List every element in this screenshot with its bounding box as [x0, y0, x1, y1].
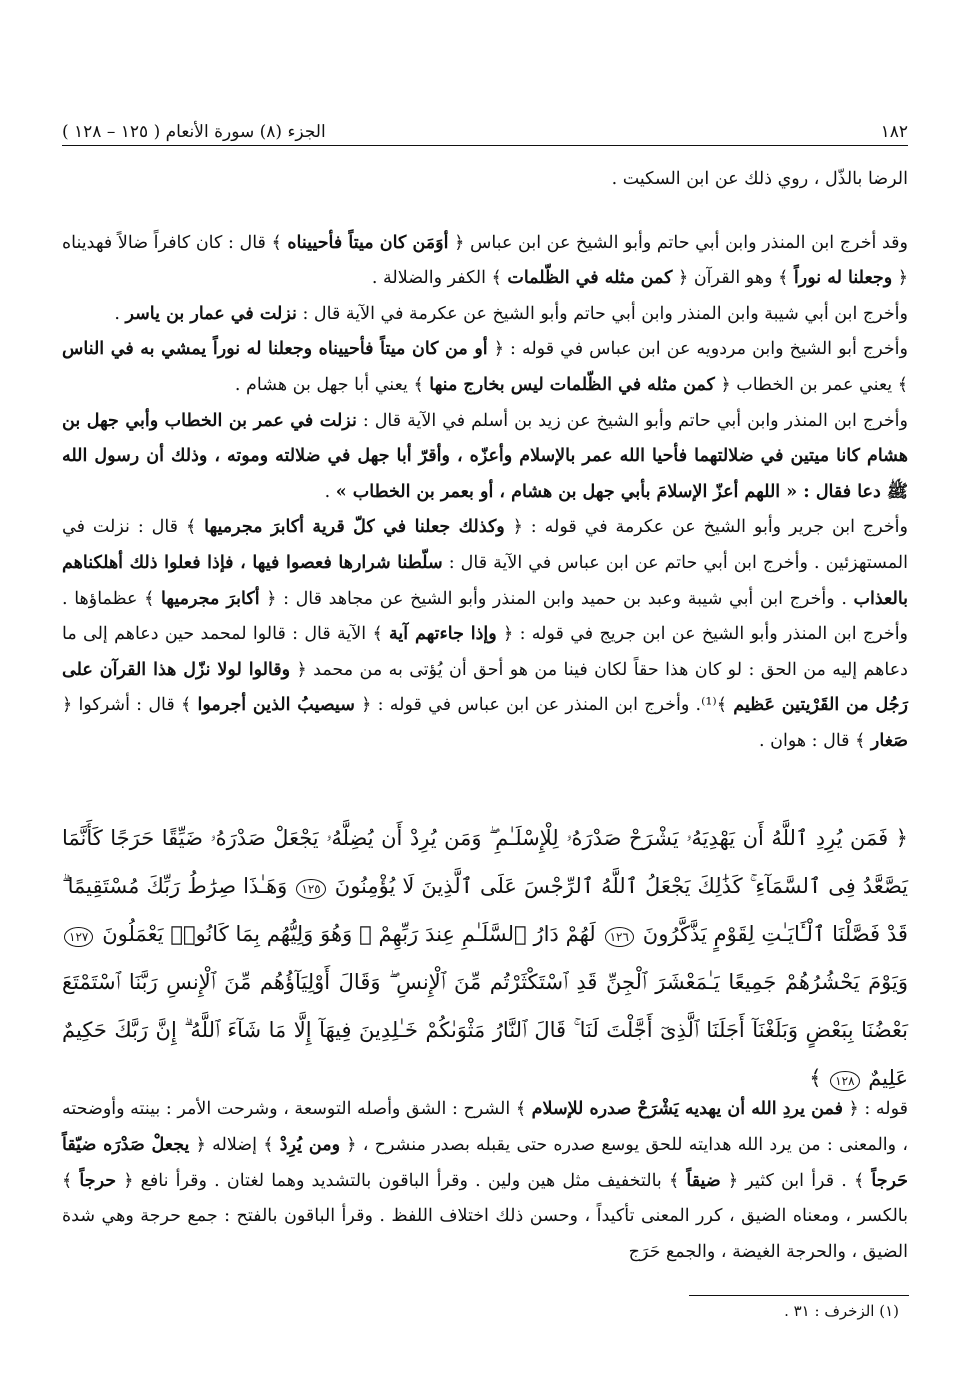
verse-125: فَمَن يُرِدِ ٱللَّهُ أَن يَهْدِيَهُۥ يَشْرَحْ صَدْرَهُۥ لِلْإِسْلَـٰمِ ۖ وَمَن يُرِدْ أَن يُضِلَّهُۥ يَجْعَلْ صَدْرَهُۥ ضَيِّقًا حَرَجًا كَأَنَّمَا يَصَّعَّدُ فِى ٱلسَّمَآءِ ۚ كَذَٰلِكَ يَجْعَلُ ٱللَّهُ ٱلرِّجْسَ عَلَى ٱلَّذِينَ لَا يُؤْمِنُونَ [62, 826, 908, 898]
text: ﴾ الكفر والضلالة . [371, 268, 508, 289]
text: ﴾ قال : أشركوا ﴿ [62, 695, 198, 716]
text: ﴾ بالتخفيف مثل هين ولين . وقرأ الباقون بالتشديد وهما لغتان . وقرأ نافع ﴿ [116, 1170, 687, 1191]
header-rule [62, 145, 908, 146]
quote: كمن مثله في الظّلمات ليس بخارج منها [429, 374, 715, 395]
footnote-rule [689, 1295, 909, 1296]
text: ﴾ بالكسر ، ومعناه الضيق ، كرر المعنى تأكيداً ، وحسن ذلك اختلاف اللفظ . وقرأ الباقون بالفتح : جمع حرجة وهي شدة الضيق ، والحرجة الغيضة ، والجمع حَرَج [62, 1170, 908, 1263]
running-head [62, 110, 908, 142]
paragraph-gap [62, 198, 908, 226]
ayah-number-128: ١٢٨ [830, 1071, 859, 1091]
quran-verses [62, 814, 908, 1102]
text: ﴾ عظماؤها . وأخرج ابن المنذر وأبو الشيخ عن ابن جريج في قوله : ﴿ [62, 588, 909, 645]
page-number: ١٨٢ [880, 122, 908, 142]
verse-block [62, 814, 908, 1102]
text: ﴾ الآية قال : قالوا لمحمد حين دعاهم إلى ما دعاهم إليه من الحق : لو كان هذا حقاً لكان فينا من هو أحق أن يُؤتى به من محمد ﴿ [62, 624, 908, 680]
bracket: ﴾ [809, 1066, 829, 1090]
quote: وإذا جاءتهم آية [389, 624, 497, 645]
quote: سلّطنا شرارها فعصوا فيها ، فإذا فعلوا ذلك أهلكناهم بالعذاب [62, 552, 909, 609]
text: . وأخرج ابن أبي شيبة وعبد بن حميد وابن المنذر وأبو الشيخ عن مجاهد قال : ﴿ [259, 588, 854, 609]
quote: وجعلنا له نوراً [793, 268, 893, 289]
verse-127: لَهُمْ دَارُ ٱلسَّلَـٰمِ عِندَ رَبِّهِمْ ۖ وَهُوَ وَلِيُّهُم بِمَا كَانُوا۟ يَعْمَلُونَ [102, 922, 596, 946]
quote: فمن يردِ الله أن يهديه يَشْرَحْ صدره للإسلام [531, 1099, 843, 1119]
paragraph [62, 404, 908, 511]
quote: كمن مثله في الظّلمات [507, 268, 673, 289]
quote: حرجاً [79, 1170, 117, 1191]
text: ﴾ إضلاله ﴿ [189, 1134, 280, 1155]
quote: وقالوا لولا نزّل هذا القرآن على رَجُل من القَرْيتين عَظيم [62, 659, 908, 716]
text: ﴾ يعني أبا جهل بن هشام . [234, 374, 430, 395]
quote: صَغار [870, 730, 908, 751]
quote: وكذلك جعلنا في كلّ قرية أكابرَ مجرميها [204, 517, 505, 538]
text: ﴾ قال : هوان . [758, 730, 871, 751]
footnote: (١) الزخرف : ٣١ . [784, 1302, 899, 1320]
text: ﴾ يعني عمر بن الخطاب ﴿ [714, 374, 908, 395]
text: قوله : ﴿ [842, 1099, 909, 1119]
commentary-section [62, 1092, 908, 1271]
quote: نزلت في عمر بن الخطاب وأبي جهل بن هشام كانا ميتين في ضلالتهما فأحيا الله عمر بالإسلام وأعزّه ، وأقرّ أبا جهل في ضلالته وموته ، وذلك أن رسول الله ﷺ دعا فقال : « اللهم أعزّ الإسلامَ بأبي جهل بن هشام ، أو بعمر بن الخطاب » [62, 410, 908, 502]
running-title: الجزء (٨) سورة الأنعام ( ١٢٥ – ١٢٨ ) [62, 122, 326, 142]
ayah-number-126: ١٢٦ [605, 927, 634, 947]
text: وأخرج ابن جرير وأبو الشيخ عن عكرمة في قوله : ﴿ [504, 517, 909, 538]
paragraph [62, 162, 908, 198]
ayah-number-127: ١٢٧ [64, 927, 93, 947]
text: ﴾ الشرح : الشق وأصله التوسعة ، وشرحت الأمر : بينته وأوضحته ، والمعنى : من يرد الله هدايته للحق يوسع صدره حتى يقبله بصدر منشرح ، ﴿ [62, 1099, 908, 1155]
text: وأخرج ابن أبي شيبة وابن المنذر وابن أبي حاتم وأبو الشيخ عن عكرمة في الآية قال : [296, 303, 908, 324]
text: الرضا بالذّل ، روي ذلك عن ابن السكيت . [611, 169, 908, 189]
text: وأخرج ابن المنذر وابن أبي حاتم وأبو الشيخ عن زيد بن أسلم في الآية قال : [356, 410, 908, 431]
hadith-section [62, 162, 908, 760]
text: ﴾⁽¹⁾. وأخرج ابن المنذر عن ابن عباس في قوله : ﴿ [354, 695, 734, 716]
paragraph [62, 297, 908, 333]
paragraph [62, 332, 908, 403]
quote: أكابرَ مجرميها [160, 588, 260, 609]
text: ﴾ . قرأ ابن كثير ﴿ [720, 1170, 872, 1191]
paragraph [62, 510, 908, 759]
quote: يجعلْ صَدْرَه ضيّقاً حَرجاً [62, 1134, 908, 1191]
quote: أو من كان ميتاً فأحييناه وجعلنا له نوراً يمشي به في الناس [62, 339, 488, 360]
text: ﴾ قال : كان كافراً ضالاً فهديناه ﴿ [62, 232, 908, 289]
text: وقد أخرج ابن المنذر وابن أبي حاتم وأبو الشيخ عن ابن عباس ﴿ [448, 232, 908, 253]
verse-128: وَيَوْمَ يَحْشُرُهُمْ جَمِيعًا يَـٰمَعْشَرَ ٱلْجِنِّ قَدِ ٱسْتَكْثَرْتُم مِّنَ ٱلْإِنسِ ۖ وَقَالَ أَوْلِيَآؤُهُم مِّنَ ٱلْإِنسِ رَبَّنَا ٱسْتَمْتَعَ بَعْضُنَا بِبَعْضٍ وَبَلَغْنَآ أَجَلَنَا ٱلَّذِىٓ أَجَّلْتَ لَنَا ۚ قَالَ ٱلنَّارُ مَثْوَىٰكُمْ خَـٰلِدِينَ فِيهَآ إِلَّا مَا شَآءَ ٱللَّهُ ۗ إِنَّ رَبَّكَ حَكِيمٌ عَلِيمٌ [62, 970, 908, 1090]
quote: أوَمَن كان ميتاً فأحييناه [287, 232, 449, 253]
quote: ومن يُرِدْ [279, 1134, 341, 1155]
text: ﴾ وهو القرآن ﴿ [672, 268, 794, 289]
bracket: ﴿ [888, 826, 908, 850]
quote: سيصيبُ الذين أجرموا [197, 695, 355, 716]
quote: نزلت في عمار بن ياسر [125, 303, 297, 324]
text: ﴾ قال : نزلت في المستهزئين . وأخرج ابن أبي حاتم عن ابن عباس في الآية قال : [62, 517, 909, 573]
paragraph [62, 1092, 908, 1271]
text: وأخرج أبو الشيخ وابن مردويه عن ابن عباس في قوله : ﴿ [487, 339, 908, 360]
verse-126: وَهَـٰذَا صِرَٰطُ رَبِّكَ مُسْتَقِيمًا ۗ قَدْ فَصَّلْنَا ٱلْـَٔايَـٰتِ لِقَوْمٍ يَذَّكَّرُونَ [62, 874, 908, 946]
text: . [324, 481, 336, 502]
quote: ضيقاً [686, 1170, 721, 1191]
paragraph [62, 226, 908, 297]
text: . [114, 303, 126, 324]
ayah-number-125: ١٢٥ [296, 879, 325, 899]
